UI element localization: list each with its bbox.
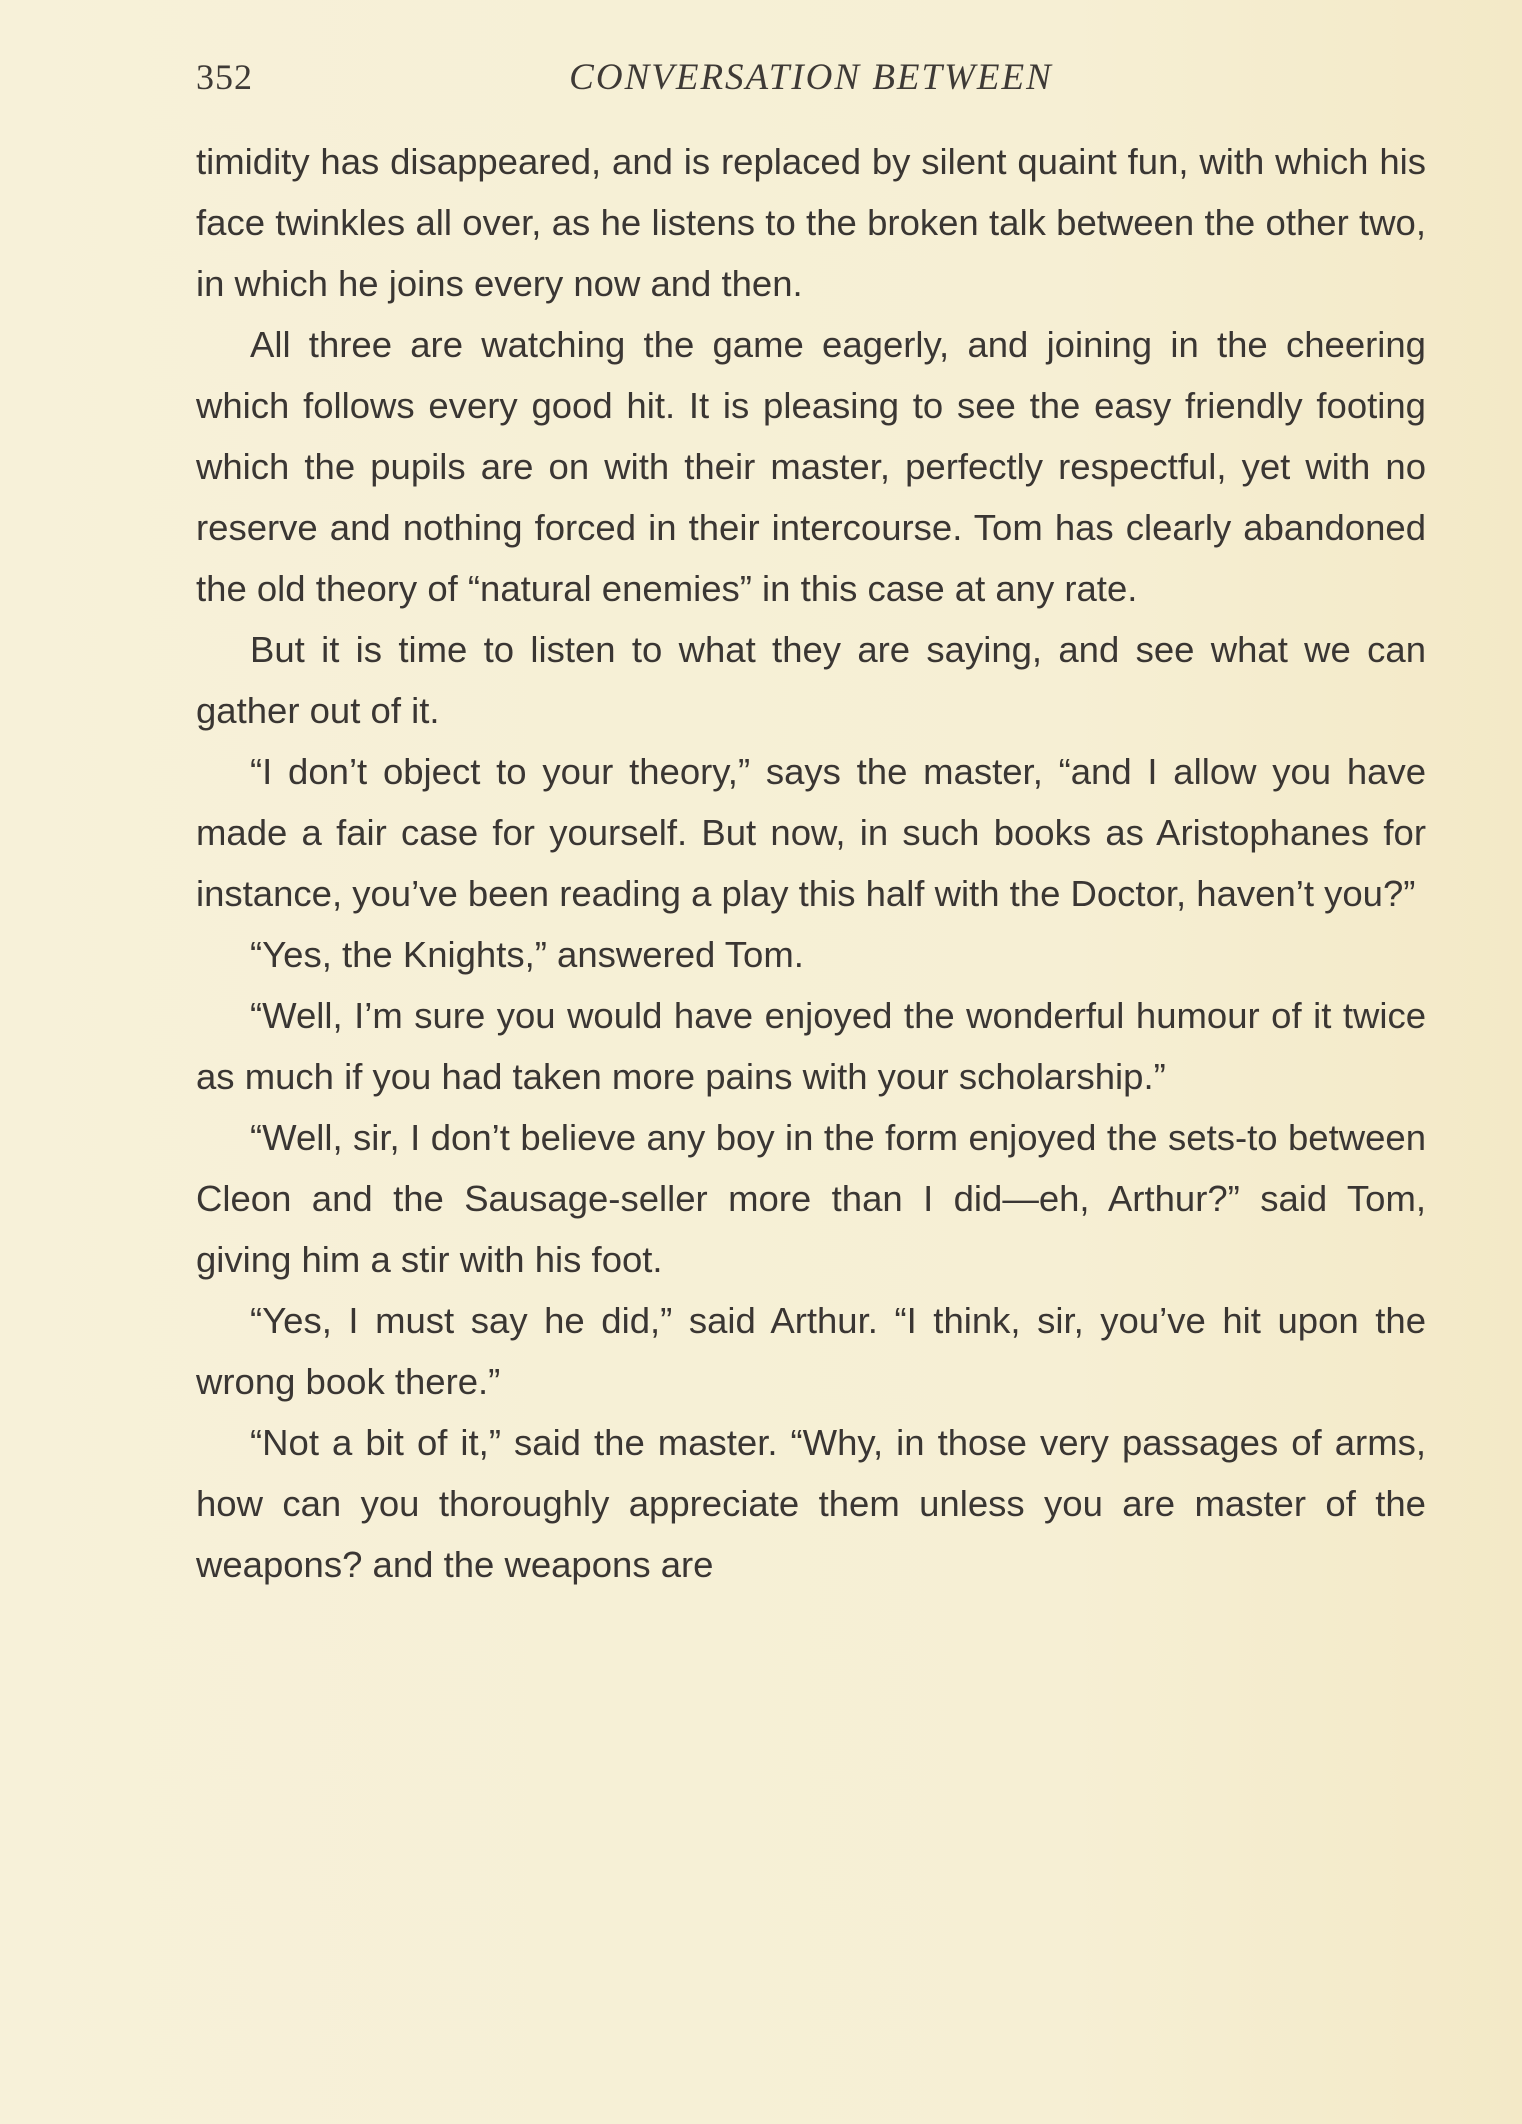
paragraph: “I don’t object to your theory,” says the master, “and I allow you have made a fair case for yourself. But now, in such books as Aristophanes for instance, you’ve been reading a play this half with the Doctor, haven’t you?”	[196, 751, 1426, 914]
paragraph: “Yes, I must say he did,” said Arthur. “I think, sir, you’ve hit upon the wrong book there.”	[196, 1300, 1426, 1402]
paragraph: “Not a bit of it,” said the master. “Why, in those very passages of arms, how can you thoroughly appreciate them unless you are master of the weapons? and the weapons are	[196, 1422, 1426, 1585]
page-number: 352	[196, 57, 253, 97]
paragraph: “Well, I’m sure you would have enjoyed the wonderful humour of it twice as much if you had taken more pains with your scholarship.”	[196, 995, 1426, 1097]
paragraph: “Yes, the Knights,” answered Tom.	[250, 934, 804, 975]
running-title: CONVERSATION BETWEEN	[569, 57, 1053, 98]
paragraph: But it is time to listen to what they are saying, and see what we can gather out of it.	[196, 629, 1426, 731]
paragraph-continued: timidity has disappeared, and is replaced by silent quaint fun, with which his face twinkles all over, as he listens to the broken talk between the other two, in which he joins every now and then.	[196, 141, 1426, 304]
running-head	[196, 50, 1426, 110]
body-text	[196, 131, 1426, 1595]
paragraph: “Well, sir, I don’t believe any boy in the form enjoyed the sets-to between Cleon and the Sausage-seller more than I did—eh, Arthur?” said Tom, giving him a stir with his foot.	[196, 1117, 1426, 1280]
paragraph: All three are watching the game eagerly, and joining in the cheering which follows every good hit. It is pleasing to see the easy friendly footing which the pupils are on with their master, perfectly respectful, yet with no reserve and nothing forced in their intercourse. Tom has clearly abandoned the old theory of “natural enemies” in this case at any rate.	[196, 324, 1426, 609]
